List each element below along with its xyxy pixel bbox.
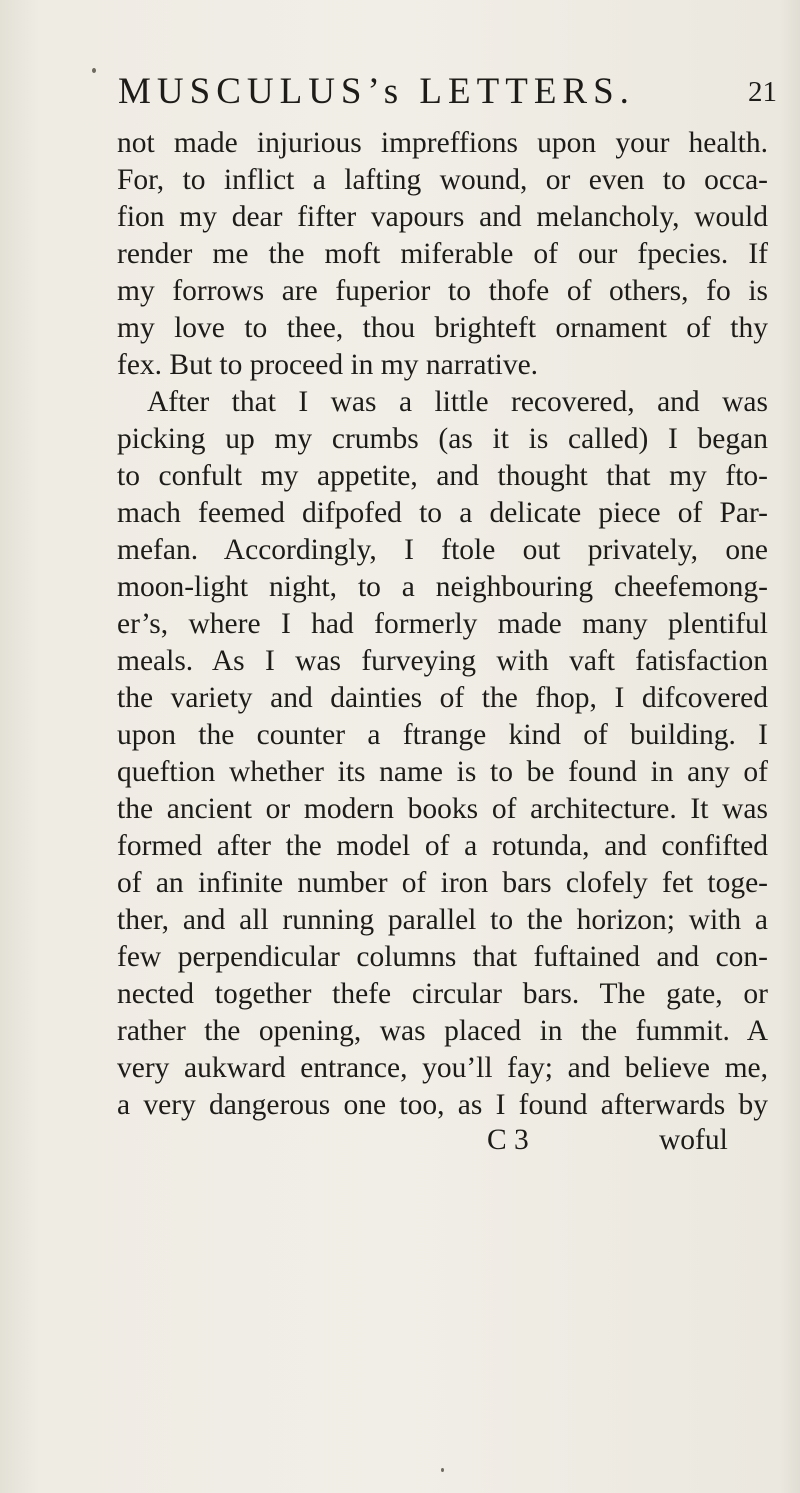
text-line: few perpendicular columns that fuftained and con- — [117, 941, 768, 973]
text-line: rather the opening, was placed in the fummit. A — [117, 1015, 768, 1047]
text-line: nected together thefe circular bars. The gate, or — [117, 978, 768, 1010]
text-line: For, to inflict a lafting wound, or even to occa- — [117, 164, 768, 196]
text-line: mach feemed difpofed to a delicate piece of Par- — [117, 497, 768, 529]
page-footer — [0, 1124, 800, 1164]
text-line: ther, and all running parallel to the horizon; with a — [117, 904, 768, 936]
text-line: queftion whether its name is to be found in any of — [117, 756, 768, 788]
running-title: MUSCULUS’s LETTERS. — [118, 71, 635, 112]
text-line: fion my dear fifter vapours and melancholy, would — [117, 201, 768, 233]
text-line: picking up my crumbs (as it is called) I began — [117, 423, 768, 455]
text-line: the ancient or modern books of architecture. It was — [117, 793, 768, 825]
text-line: meals. As I was furveying with vaft fatisfaction — [117, 645, 768, 677]
text-line: After that I was a little recovered, and was — [147, 386, 768, 418]
text-line: mefan. Accordingly, I ftole out privately, one — [117, 534, 768, 566]
text-line: not made injurious impreffions upon your health. — [117, 127, 768, 159]
text-line: my forrows are fuperior to thofe of others, fo is — [117, 275, 768, 307]
text-line: the variety and dainties of the fhop, I difcovered — [117, 682, 768, 714]
text-line: a very dangerous one too, as I found afterwards by — [117, 1089, 768, 1121]
text-line: er’s, where I had formerly made many plentiful — [117, 608, 768, 640]
signature-mark: C 3 — [487, 1124, 529, 1156]
text-line: my love to thee, thou brighteft ornament of thy — [117, 312, 768, 344]
text-line: formed after the model of a rotunda, and confifted — [117, 830, 768, 862]
text-line: of an infinite number of iron bars clofely fet toge- — [117, 867, 768, 899]
text-line: moon-light night, to a neighbouring cheefemong- — [117, 571, 768, 603]
catchword: woful — [659, 1124, 728, 1156]
text-line: to confult my appetite, and thought that my fto- — [117, 460, 768, 492]
text-line: render me the moft miferable of our fpecies. If — [117, 238, 768, 270]
text-line: very aukward entrance, you’ll fay; and believe me, — [117, 1052, 768, 1084]
page-number: 21 — [748, 76, 777, 108]
text-line: upon the counter a ftrange kind of building. I — [117, 719, 768, 751]
text-line: fex. But to proceed in my narrative. — [117, 349, 539, 381]
